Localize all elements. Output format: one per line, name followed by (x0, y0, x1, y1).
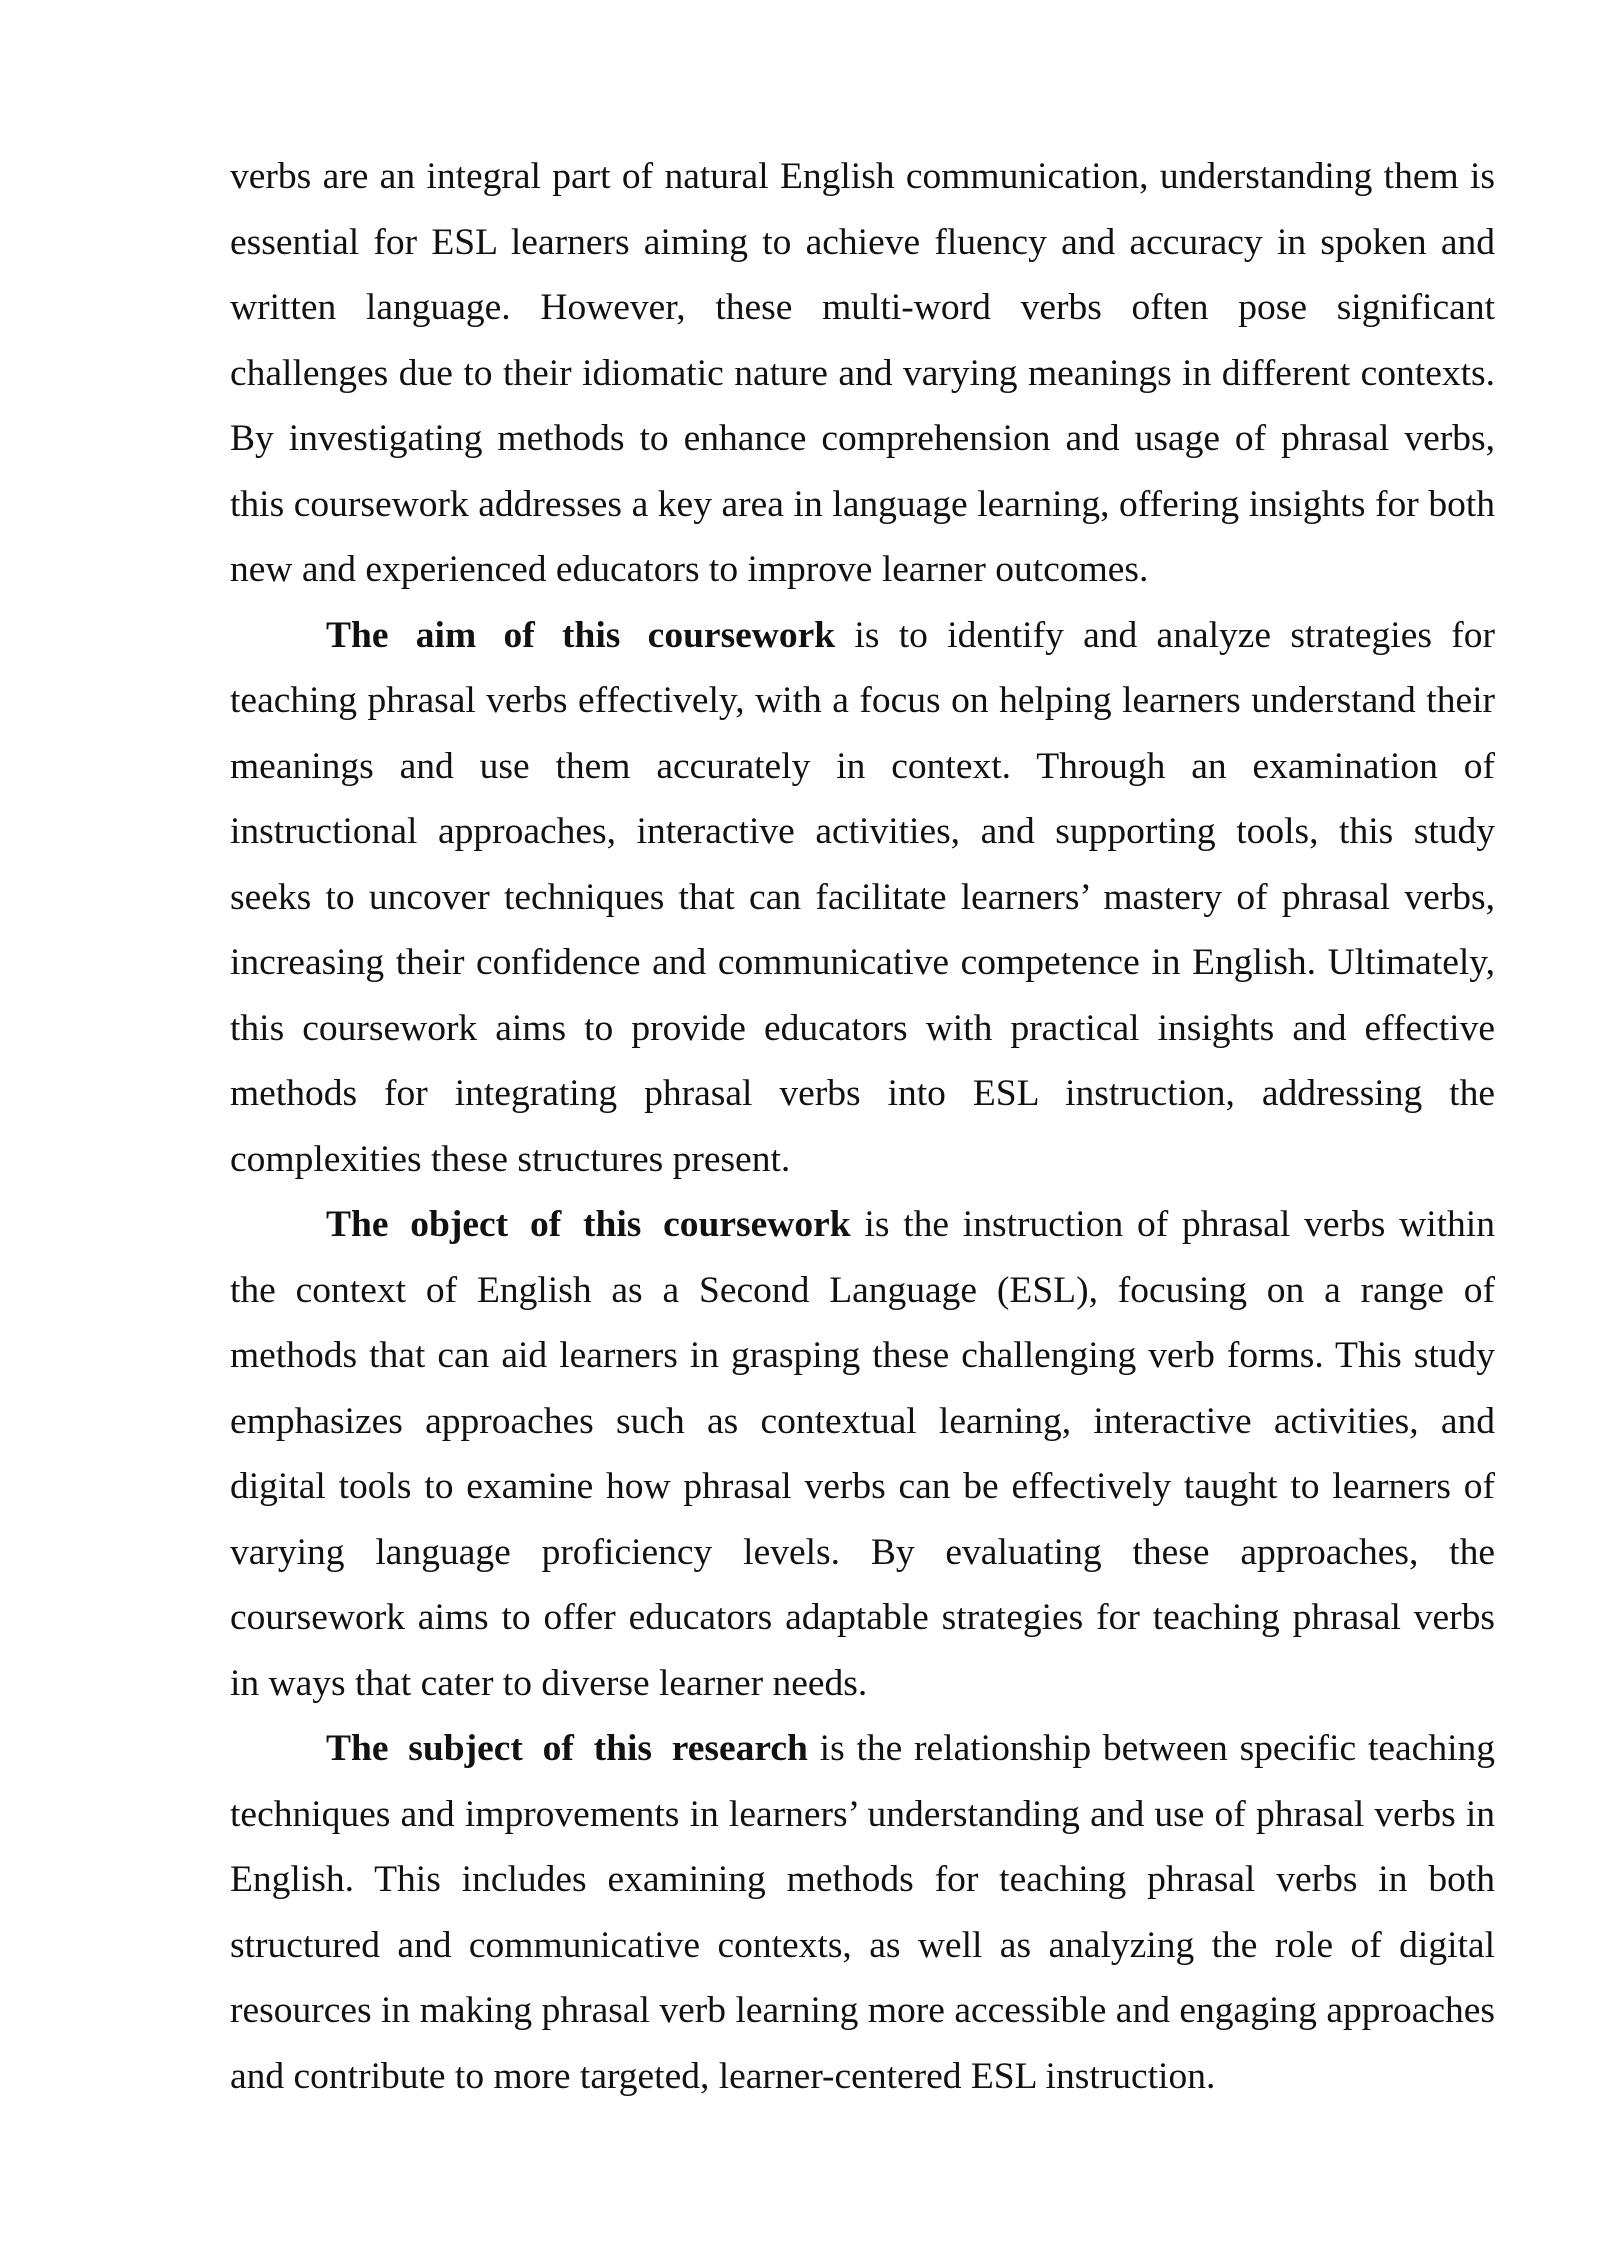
paragraph-heading-object: The object of this coursework (326, 1204, 851, 1245)
paragraph-heading-subject: The subject of this research (326, 1728, 808, 1769)
paragraph-object (230, 1192, 1495, 1716)
paragraph-text: is the relationship between specific teaching techniques and improvements in learners’ understanding and use of phrasal verbs in English. This includes examining methods for teaching phrasal verbs in both structured and communicative contexts, as well as analyzing the role of digital resources in making phrasal verb learning more accessible and engaging approaches and contribute to more targeted, learner-centered ESL instruction. (230, 1728, 1495, 2097)
document-body (230, 144, 1495, 2109)
paragraph-text: verbs are an integral part of natural English communication, understanding them is essential for ESL learners aiming to achieve fluency and accuracy in spoken and written language. However, these multi-word verbs often pose significant challenges due to their idiomatic nature and varying meanings in different contexts. By investigating methods to enhance comprehension and usage of phrasal verbs, this coursework addresses a key area in language learning, offering insights for both new and experienced educators to improve learner outcomes. (230, 156, 1495, 590)
paragraph-text: is the instruction of phrasal verbs within the context of English as a Second Language (ESL), focusing on a range of methods that can aid learners in grasping these challenging verb forms. This study emphasizes approaches such as contextual learning, interactive activities, and digital tools to examine how phrasal verbs can be effectively taught to learners of varying language proficiency levels. By evaluating these approaches, the coursework aims to offer educators adaptable strategies for teaching phrasal verbs in ways that cater to diverse learner needs. (230, 1204, 1495, 1704)
paragraph-aim (230, 603, 1495, 1193)
paragraph-subject (230, 1716, 1495, 2109)
paragraph-text: is to identify and analyze strategies for teaching phrasal verbs effectively, with a focus on helping learners understand their meanings and use them accurately in context. Through an examination of instructional approaches, interactive activities, and supporting tools, this study seeks to uncover techniques that can facilitate learners’ mastery of phrasal verbs, increasing their confidence and communicative competence in English. Ultimately, this coursework aims to provide educators with practical insights and effective methods for integrating phrasal verbs into ESL instruction, addressing the complexities these structures present. (230, 614, 1495, 1180)
paragraph-heading-aim: The aim of this coursework (326, 614, 836, 656)
paragraph-intro-continuation (230, 144, 1495, 603)
